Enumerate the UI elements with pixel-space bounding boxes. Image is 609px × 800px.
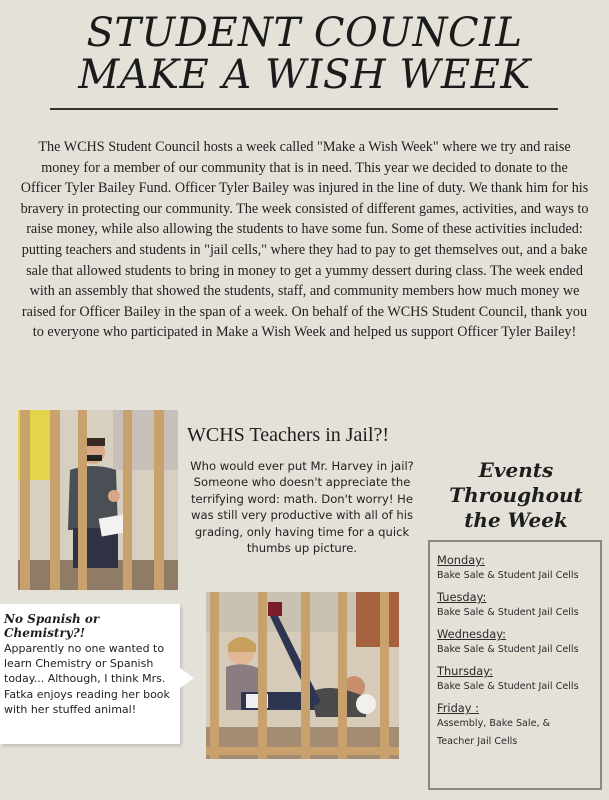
event-tuesday: [437, 589, 600, 620]
intro-paragraph: The WCHS Student Council hosts a week called "Make a Wish Week" where we try and raise money for a member of our community that is in need. This year we decided to donate to the Officer Tyler Bailey Fund. Officer Tyler Bailey was injured in the line of duty. We thank him for his bravery in protecting our community. The week consisted of different games, activities, and ways to raise money, while also allowing the students to have some fun. Some of these activities included: putting teachers and students in "jail cells," where they had to pay to get themselves out, and a bake sale that allowed students to bring in money to get a yummy dessert during class. The week ended with an assembly that showed the students, staff, and community members how much money we raised for Officer Bailey in the span of a week. On behalf of the WCHS Student Council, thank you to everyone who participated in Make a Wish Week and helped us support Officer Tyler Bailey!: [20, 139, 589, 341]
reading-jail-photo: [206, 592, 399, 759]
event-activity-line-1: Assembly, Bake Sale, &: [437, 718, 551, 729]
event-monday: [437, 552, 600, 583]
event-day-label: Tuesday:: [437, 590, 487, 604]
teacher-jail-photo: [18, 410, 178, 590]
event-thursday: [437, 663, 600, 694]
event-friday: [437, 700, 600, 749]
callout-pointer: [180, 668, 194, 688]
teachers-jail-heading: WCHS Teachers in Jail?!: [187, 424, 390, 446]
event-activity-line-2: Teacher Jail Cells: [437, 736, 518, 747]
events-heading-line-3: the Week: [464, 508, 568, 532]
event-day-label: Friday :: [437, 701, 479, 715]
event-wednesday: [437, 626, 600, 657]
event-activity: Bake Sale & Student Jail Cells: [437, 570, 579, 581]
title-divider: [50, 108, 558, 110]
callout-text: Apparently no one wanted to learn Chemistry or Spanish today... Although, I think Mrs. Fatka enjoys reading her book with her stuffed animal!: [4, 642, 170, 716]
event-day-label: Monday:: [437, 553, 485, 567]
title-line-1: STUDENT COUNCIL: [86, 10, 523, 56]
event-activity: Bake Sale & Student Jail Cells: [437, 607, 579, 618]
events-heading: [430, 458, 602, 533]
event-day-label: Wednesday:: [437, 627, 506, 641]
title-line-2: MAKE A WISH WEEK: [78, 52, 531, 98]
callout-heading: No Spanish or Chemistry?!: [4, 612, 100, 640]
event-activity: Bake Sale & Student Jail Cells: [437, 644, 579, 655]
teachers-jail-text: Who would ever put Mr. Harvey in jail? Someone who doesn't appreciate the terrifying word: math. Don't worry! He was still very productive with all of his grading, only having time for a quick thumbs up picture.: [190, 459, 414, 556]
page-title: [0, 12, 609, 96]
event-day-label: Thursday:: [437, 664, 493, 678]
events-list: [428, 540, 602, 790]
event-activity: Bake Sale & Student Jail Cells: [437, 681, 579, 692]
events-heading-line-2: Throughout: [449, 483, 583, 507]
events-heading-line-1: Events: [478, 458, 554, 482]
